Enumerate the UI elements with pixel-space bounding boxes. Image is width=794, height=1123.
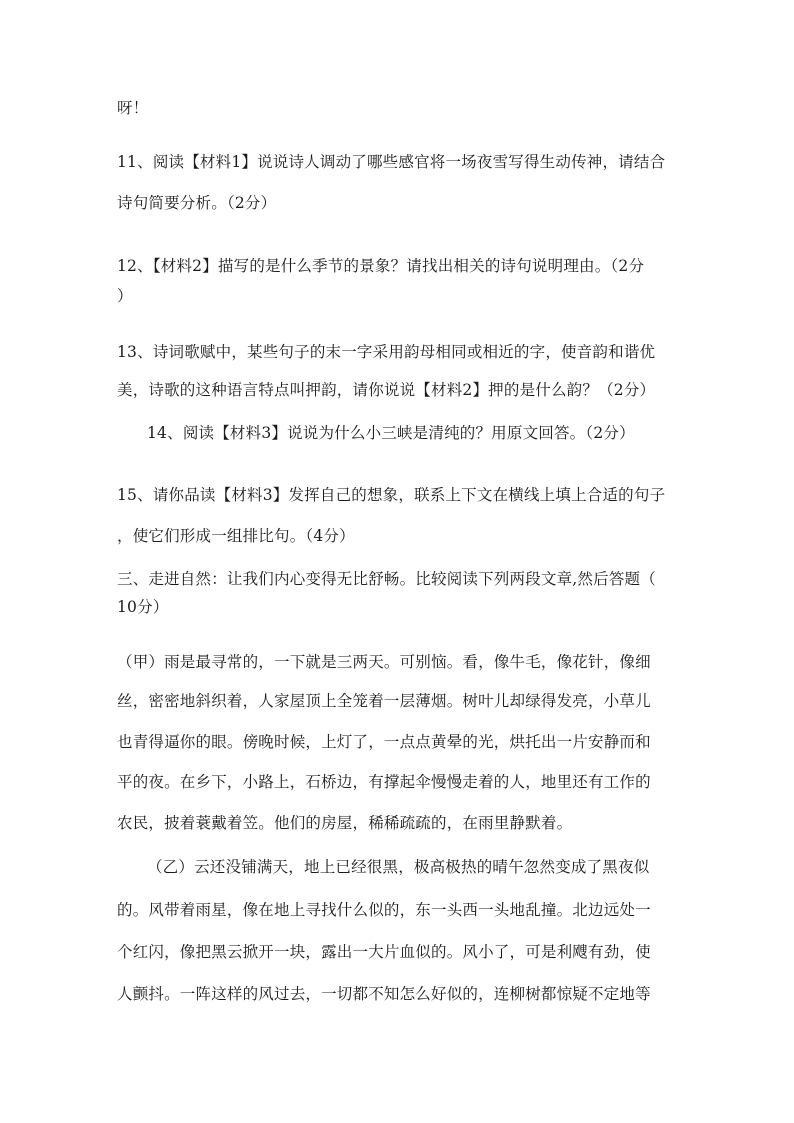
text-line: 诗句简要分析。（2分） (117, 194, 277, 212)
question-15: 15、请你品读【材料3】发挥自己的想象，联系上下文在横线上填上合适的句子 (117, 486, 666, 504)
passage-a-line: （甲）雨是最寻常的，一下就是三两天。可别恼。看，像牛毛，像花针，像细 (117, 653, 651, 671)
text-line: 10分） (117, 598, 169, 616)
question-13: 13、诗词歌赋中，某些句子的末一字采用韵母相同或相近的字，使音韵和谐优 (117, 343, 656, 361)
text-line: ，使它们形成一组排比句。（4分） (117, 527, 355, 545)
passage-b-line: （乙）云还没铺满天，地上已经很黑，极高极热的晴午忽然变成了黑夜似 (147, 858, 650, 876)
passage-b-line: 的。风带着雨星，像在地上寻找什么似的，东一头西一头地乱撞。北边远处一 (117, 901, 651, 919)
text-line: 美，诗歌的这种语言特点叫押韵，请你说说【材料2】押的是什么韵？（2分） (117, 381, 656, 399)
passage-a-line: 也青得逼你的眼。傍晚时候，上灯了，一点点黄晕的光，烘托出一片安静而和 (117, 733, 651, 751)
question-11: 11、阅读【材料1】说说诗人调动了哪些感官将一场夜雪写得生动传神，请结合 (117, 153, 666, 171)
passage-b-line: 人颤抖。一阵这样的风过去，一切都不知怎么好似的，连柳树都惊疑不定地等 (117, 985, 651, 1003)
text-line: ） (117, 287, 133, 305)
passage-a-line: 农民，披着蓑戴着笠。他们的房屋，稀稀疏疏的，在雨里静默着。 (117, 814, 573, 832)
passage-a-line: 丝，密密地斜织着，人家屋顶上全笼着一层薄烟。树叶儿却绿得发亮，小草儿 (117, 692, 651, 710)
question-12: 12、【材料2】描写的是什么季节的景象？请找出相关的诗句说明理由。（2分 (117, 257, 645, 275)
passage-a-line: 平的夜。在乡下，小路上，石桥边，有撑起伞慢慢走着的人，地里还有工作的 (117, 773, 651, 791)
question-14: 14、阅读【材料3】说说为什么小三峡是清纯的？用原文回答。（2分） (147, 424, 635, 442)
text-line: 呀！ (117, 99, 149, 117)
passage-b-line: 个红闪，像把黑云掀开一块，露出一大片血似的。风小了，可是利飕有劲，使 (117, 943, 651, 961)
section-heading: 三、走进自然：让我们内心变得无比舒畅。比较阅读下列两段文章,然后答题（ (117, 570, 656, 588)
